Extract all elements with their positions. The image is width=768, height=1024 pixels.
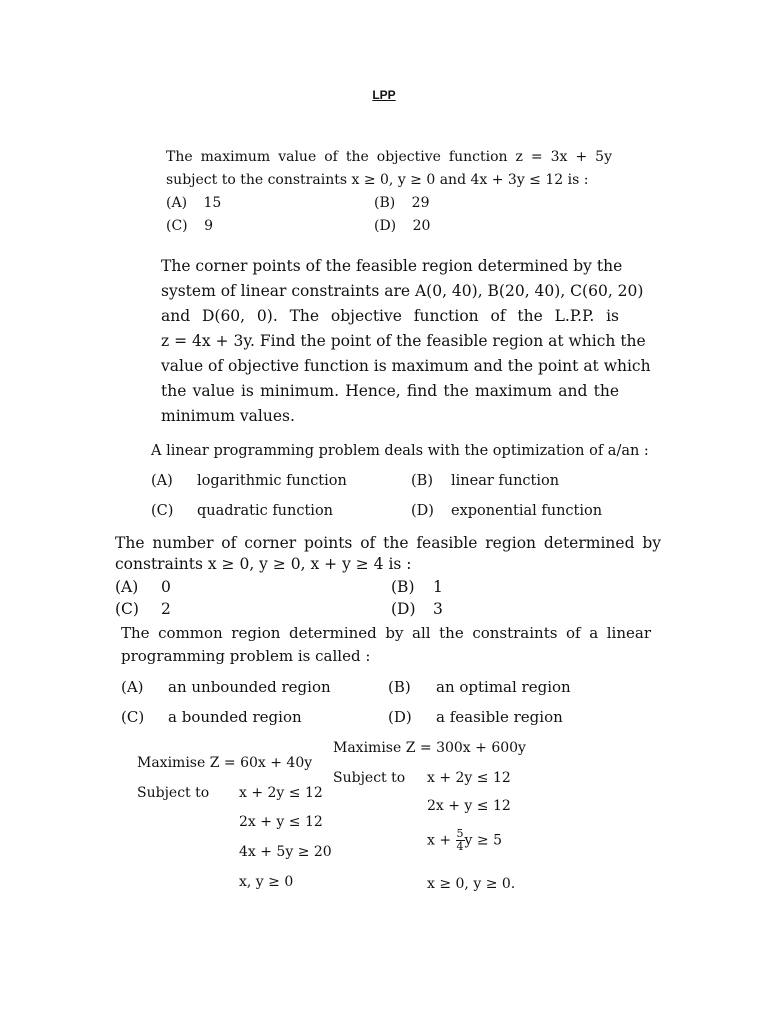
question-3-option-d [411, 500, 602, 522]
option-text: linear function [451, 473, 560, 489]
option-key: (A) [151, 473, 173, 489]
fraction-numerator: 5 [456, 827, 464, 840]
option-text: 3 [433, 600, 443, 618]
option-key: (B) [374, 195, 396, 211]
option-key: (B) [411, 473, 433, 489]
question-2-line: minimum values. [161, 407, 295, 425]
subject-to-label: Subject to [333, 770, 406, 786]
option-key: (C) [166, 218, 188, 234]
objective-function: Maximise Z = 300x + 600y [333, 740, 526, 756]
page-title: LPP [372, 88, 396, 102]
question-4-option-c [115, 599, 171, 620]
option-key: (A) [115, 578, 139, 596]
option-text: 20 [412, 218, 431, 234]
option-key: (D) [388, 708, 412, 726]
constraint: x, y ≥ 0 [239, 874, 294, 890]
option-text: 15 [203, 195, 222, 211]
question-4-option-a [115, 577, 171, 598]
constraint: 2x + y ≤ 12 [427, 798, 511, 814]
question-5-option-d [388, 706, 563, 728]
option-text: logarithmic function [197, 473, 347, 489]
option-key: (D) [391, 600, 416, 618]
fraction-prefix: x + [427, 832, 452, 849]
option-key: (C) [151, 503, 174, 519]
question-4-line-1: The number of corner points of the feasible region determined by [115, 534, 661, 552]
question-5-option-c [121, 706, 302, 728]
fraction-denominator: 4 [456, 840, 464, 853]
question-5-line-1: The common region determined by all the constraints of a linear [121, 624, 651, 642]
question-2-line: and D(60, 0). The objective function of the L.P.P. is [161, 307, 619, 325]
option-text: 9 [204, 218, 214, 234]
constraint: 4x + 5y ≥ 20 [239, 844, 332, 860]
question-2-line: system of linear constraints are A(0, 40), B(20, 40), C(60, 20) [161, 282, 644, 300]
option-key: (D) [374, 218, 397, 234]
option-key: (B) [388, 678, 411, 696]
question-1-line-2: subject to the constraints x ≥ 0, y ≥ 0 and 4x + 3y ≤ 12 is : [166, 172, 589, 188]
option-key: (A) [121, 678, 144, 696]
option-text: 29 [411, 195, 430, 211]
option-text: exponential function [451, 503, 603, 519]
option-key: (A) [166, 195, 188, 211]
option-text: quadratic function [197, 503, 334, 519]
objective-function: Maximise Z = 60x + 40y [137, 755, 313, 771]
constraint: x + 2y ≤ 12 [239, 785, 323, 801]
option-text: a bounded region [168, 708, 302, 726]
subject-to-label: Subject to [137, 785, 210, 801]
question-4-option-b [391, 577, 443, 598]
constraint: x ≥ 0, y ≥ 0. [427, 876, 516, 892]
constraint-fraction [427, 828, 502, 853]
fraction [456, 828, 465, 853]
option-key: (C) [121, 708, 145, 726]
question-5-option-b [388, 676, 571, 698]
option-text: 0 [161, 578, 171, 596]
question-4-line-2: constraints x ≥ 0, y ≥ 0, x + y ≥ 4 is : [115, 555, 412, 573]
option-key: (C) [115, 600, 139, 618]
option-key: (B) [391, 578, 415, 596]
constraint: 2x + y ≤ 12 [239, 814, 323, 830]
question-4-option-d [391, 599, 443, 620]
question-2-line: The corner points of the feasible region determined by the [161, 257, 623, 275]
option-key: (D) [411, 503, 434, 519]
fraction-suffix: y ≥ 5 [464, 832, 502, 849]
question-1-option-b [374, 192, 430, 215]
question-3-option-a [151, 470, 347, 492]
option-text: an optimal region [436, 678, 571, 696]
constraint: x + 2y ≤ 12 [427, 770, 511, 786]
question-2-line: z = 4x + 3y. Find the point of the feasible region at which the [161, 332, 646, 350]
option-text: a feasible region [436, 708, 563, 726]
question-3-stem: A linear programming problem deals with the optimization of a/an : [151, 443, 649, 459]
question-1-option-a [166, 192, 221, 215]
option-text: an unbounded region [168, 678, 331, 696]
question-1-line-1: The maximum value of the objective function z = 3x + 5y [166, 149, 612, 165]
question-3-option-b [411, 470, 559, 492]
question-3-option-c [151, 500, 333, 522]
question-1-option-d [374, 215, 430, 238]
question-1-option-c [166, 215, 213, 238]
option-text: 2 [161, 600, 171, 618]
question-2-line: the value is minimum. Hence, find the maximum and the [161, 382, 619, 400]
option-text: 1 [433, 578, 443, 596]
question-2-line: value of objective function is maximum and the point at which [161, 357, 651, 375]
question-5-option-a [121, 676, 331, 698]
question-5-line-2: programming problem is called : [121, 647, 371, 665]
